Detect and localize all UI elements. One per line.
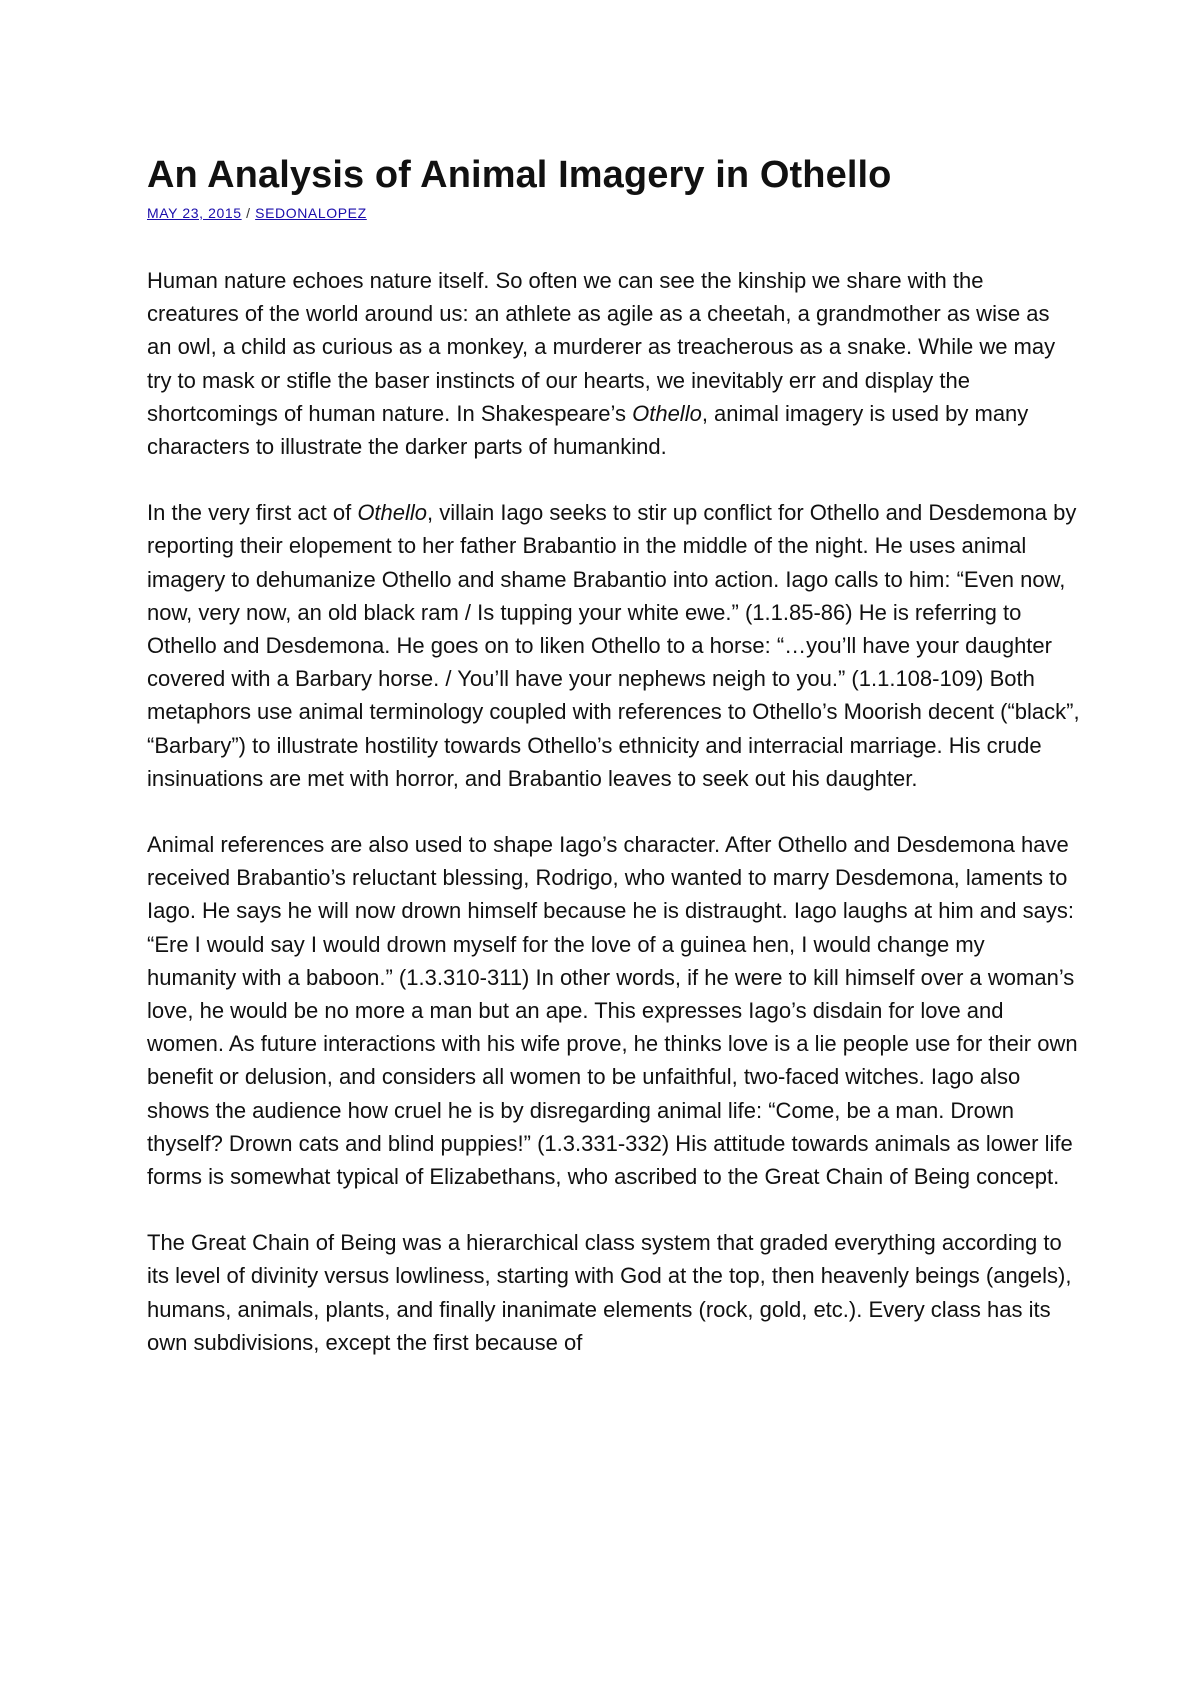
paragraph-1 bbox=[147, 264, 1080, 463]
article-body bbox=[147, 264, 1080, 1359]
paragraph-1-text-b: , animal imagery is used by many characters to illustrate the darker parts of humankind. bbox=[147, 400, 1029, 460]
paragraph-2-text-b: , villain Iago seeks to stir up conflict for Othello and Desdemona by reporting their elopement to her father Brabantio in the middle of the night. He uses animal imagery to dehumanize Othello and shame Brabantio into action. Iago calls to him: “Even now, now, very now, an old black ram / Is tupping your white ewe.” (1.1.85-86) He is referring to Othello and Desdemona. He goes on to liken Othello to a horse: “…you’ll have your daughter covered with a Barbary horse. / You’ll have your nephews neigh to you.” (1.1.108-109) Both metaphors use animal terminology coupled with references to Othello’s Moorish decent (“black”, “Barbary”) to illustrate hostility towards Othello’s ethnicity and interracial marriage. His crude insinuations are met with horror, and Brabantio leaves to seek out his daughter. bbox=[147, 500, 1080, 791]
paragraph-3: Animal references are also used to shape Iago’s character. After Othello and Desdemona have received Brabantio’s reluctant blessing, Rodrigo, who wanted to marry Desdemona, laments to Iago. He says he will now drown himself because he is distraught. Iago laughs at him and says: “Ere I would say I would drown myself for the love of a guinea hen, I would change my humanity with a baboon.” (1.3.310-311) In other words, if he were to kill himself over a woman’s love, he would be no more a man but an ape. This expresses Iago’s disdain for love and women. As future interactions with his wife prove, he thinks love is a lie people use for their own benefit or delusion, and considers all women to be unfaithful, two-faced witches. Iago also shows the audience how cruel he is by disregarding animal life: “Come, be a man. Drown thyself? Drown cats and blind puppies!” (1.3.331-332) His attitude towards animals as lower life forms is somewhat typical of Elizabethans, who ascribed to the Great Chain of Being concept. bbox=[147, 832, 1078, 1190]
paragraph-1-text-a: Human nature echoes nature itself. So often we can see the kinship we share with the creatures of the world around us: an athlete as agile as a cheetah, a grandmother as wise as an owl, a child as curious as a monkey, a murderer as treacherous as a snake. While we may try to mask or stifle the baser instincts of our hearts, we inevitably err and display the shortcomings of human nature. In Shakespeare’s bbox=[147, 268, 1056, 426]
author-link[interactable]: SEDONALOPEZ bbox=[255, 205, 367, 221]
paragraph-2 bbox=[147, 496, 1080, 795]
article-meta bbox=[147, 204, 1080, 222]
paragraph-2-italic-title: Othello bbox=[357, 500, 428, 526]
meta-separator: / bbox=[246, 205, 251, 221]
post-date-link[interactable]: MAY 23, 2015 bbox=[147, 205, 242, 221]
paragraph-1-italic-title: Othello bbox=[632, 400, 702, 426]
article-title: An Analysis of Animal Imagery in Othello bbox=[147, 154, 892, 196]
paragraph-4: The Great Chain of Being was a hierarchical class system that graded everything according to its level of divinity versus lowliness, starting with God at the top, then heavenly beings (angels), humans, animals, plants, and finally inanimate elements (rock, gold, etc.). Every class has its own subdivisions, except the first because of bbox=[147, 1230, 1072, 1355]
paragraph-2-text-a: In the very first act of bbox=[147, 500, 358, 526]
